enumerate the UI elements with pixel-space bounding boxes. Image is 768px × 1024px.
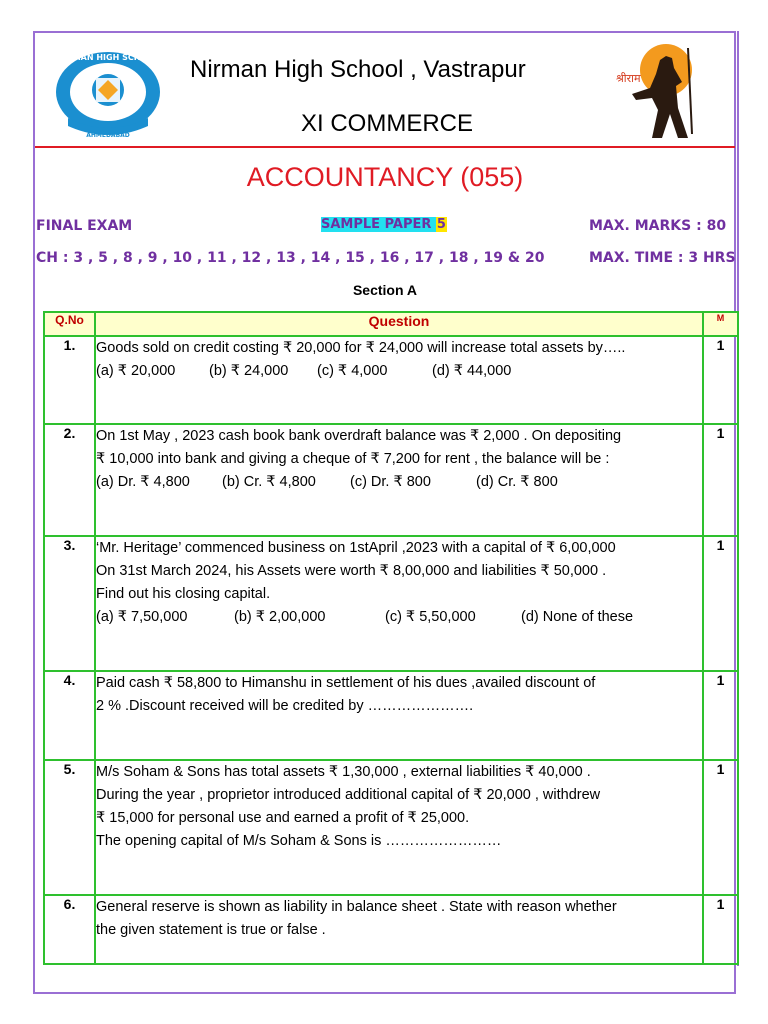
max-time: MAX. TIME : 3 HRS	[589, 250, 736, 266]
answer-options	[96, 606, 702, 629]
subject-title: ACCOUNTANCY (055)	[246, 162, 524, 192]
answer-option: (b) Cr. ₹ 4,800	[222, 474, 316, 490]
question-line: The opening capital of M/s Soham & Sons is ……………………	[96, 833, 502, 849]
question-marks: 1	[703, 895, 738, 964]
class-title: XI COMMERCE	[300, 110, 473, 137]
question-text	[95, 671, 703, 760]
answer-option: (c) ₹ 4,000	[317, 363, 388, 379]
question-line: General reserve is shown as liability in balance sheet . State with reason whether	[96, 899, 617, 915]
exam-label: FINAL EXAM	[36, 218, 133, 234]
question-line: During the year , proprietor introduced additional capital of ₹ 20,000 , withdrew	[96, 787, 601, 803]
question-number: 4.	[44, 671, 95, 760]
question-row	[44, 424, 738, 536]
question-text	[95, 760, 703, 895]
question-line: M/s Soham & Sons has total assets ₹ 1,30,000 , external liabilities ₹ 40,000 .	[96, 764, 591, 780]
question-number: 1.	[44, 336, 95, 424]
question-line: On 31st March 2024, his Assets were worth ₹ 8,00,000 and liabilities ₹ 50,000 .	[96, 563, 607, 579]
school-name: Nirman High School , Vastrapur	[190, 56, 526, 83]
question-text	[95, 536, 703, 671]
question-number: 3.	[44, 536, 95, 671]
question-marks: 1	[703, 424, 738, 536]
sample-paper-text: SAMPLE PAPER	[321, 217, 436, 232]
question-line: Paid cash ₹ 58,800 to Himanshu in settlement of his dues ,availed discount of	[96, 675, 596, 691]
question-row	[44, 336, 738, 424]
max-marks: MAX. MARKS : 80	[589, 218, 727, 234]
answer-option: (c) Dr. ₹ 800	[350, 474, 431, 490]
question-text	[95, 336, 703, 424]
question-line: On 1st May , 2023 cash book bank overdraft balance was ₹ 2,000 . On depositing	[96, 428, 622, 444]
answer-option: (c) ₹ 5,50,000	[385, 609, 476, 625]
question-text	[95, 895, 703, 964]
question-line: the given statement is true or false .	[96, 922, 326, 938]
header-divider	[35, 146, 735, 148]
table-header-row	[44, 312, 738, 336]
section-title: Section A	[352, 282, 418, 298]
question-line: Find out his closing capital.	[96, 586, 271, 602]
question-row	[44, 671, 738, 760]
question-marks: 1	[703, 671, 738, 760]
school-logo	[48, 40, 168, 140]
answer-option: (d) None of these	[521, 609, 634, 625]
answer-option: (a) Dr. ₹ 4,800	[96, 474, 190, 490]
logo-text-bottom: AHMEDABAD	[86, 132, 130, 139]
answer-option: (b) ₹ 2,00,000	[234, 609, 326, 625]
question-line: ₹ 15,000 for personal use and earned a profit of ₹ 25,000.	[96, 810, 470, 826]
answer-options	[96, 471, 702, 494]
question-row	[44, 895, 738, 964]
question-line: ₹ 10,000 into bank and giving a cheque of ₹ 7,200 for rent , the balance will be :	[96, 451, 610, 467]
question-table	[43, 311, 739, 965]
answer-option: (a) ₹ 20,000	[96, 363, 176, 379]
question-number: 6.	[44, 895, 95, 964]
question-marks: 1	[703, 336, 738, 424]
answer-option: (b) ₹ 24,000	[209, 363, 289, 379]
question-number: 2.	[44, 424, 95, 536]
logo-text-top: NIRMAN HIGH SCHOOL	[56, 53, 160, 62]
question-line: ‘Mr. Heritage’ commenced business on 1stApril ,2023 with a capital of ₹ 6,00,000	[96, 540, 616, 556]
question-text	[95, 424, 703, 536]
ram-logo	[596, 38, 732, 142]
chapters-list: CH : 3 , 5 , 8 , 9 , 10 , 11 , 12 , 13 , 14 , 15 , 16 , 17 , 18 , 19 & 20	[36, 250, 545, 266]
answer-option: (d) Cr. ₹ 800	[476, 474, 558, 490]
question-row	[44, 760, 738, 895]
answer-option: (d) ₹ 44,000	[432, 363, 512, 379]
question-number: 5.	[44, 760, 95, 895]
col-header-qno: Q.No	[44, 312, 95, 336]
answer-option: (a) ₹ 7,50,000	[96, 609, 188, 625]
question-row	[44, 536, 738, 671]
question-line: Goods sold on credit costing ₹ 20,000 for ₹ 24,000 will increase total assets by…..	[96, 340, 626, 356]
sample-paper-label	[321, 217, 447, 232]
question-line: 2 % .Discount received will be credited by ………………….	[96, 698, 474, 714]
col-header-marks: M	[703, 312, 738, 336]
question-rows	[44, 336, 738, 964]
logo-script-text: श्रीराम	[616, 72, 641, 85]
question-marks: 1	[703, 536, 738, 671]
sample-paper-number: 5	[436, 217, 446, 232]
answer-options	[96, 360, 702, 383]
col-header-question: Question	[95, 312, 703, 336]
question-marks: 1	[703, 760, 738, 895]
